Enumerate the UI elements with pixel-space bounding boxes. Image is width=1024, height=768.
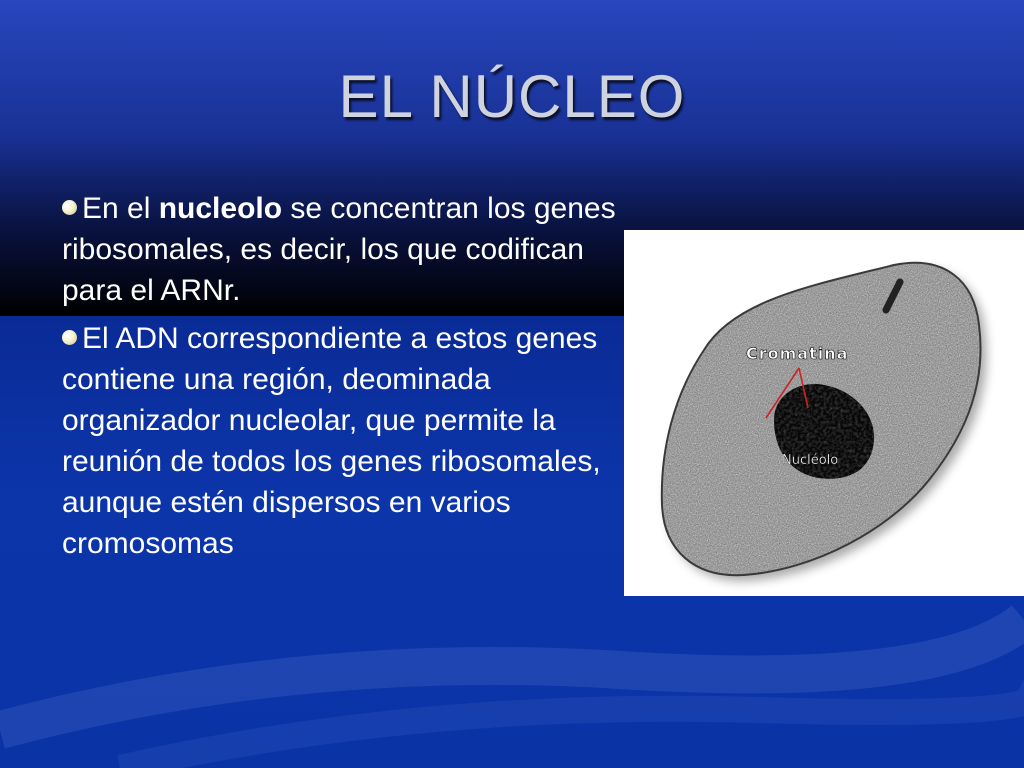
bullet-dot-icon xyxy=(62,330,77,345)
label-nucleolus: Nucléolo xyxy=(782,453,839,468)
label-chromatin: Cromatina xyxy=(746,344,849,363)
nucleus-micrograph xyxy=(624,230,1024,596)
bullet-2-text: El ADN correspondiente a estos genes contiene una región, deominada organizador nucleolar, que permite la reunión de todos los genes ribosomales, aunque estén dispersos en varios cromosomas xyxy=(62,322,601,560)
bullet-1-text-start: En el xyxy=(82,192,159,225)
bullet-1-bold-term: nucleolo xyxy=(158,192,283,225)
bullet-dot-icon xyxy=(62,200,77,215)
bullet-item-2 xyxy=(62,318,622,564)
nucleus-illustration xyxy=(624,230,1024,596)
slide-title: EL NÚCLEO xyxy=(338,63,686,130)
bullet-list xyxy=(62,188,622,571)
bullet-item-1 xyxy=(62,188,622,311)
bullet-1-text-end: se concentran los genes ribosomales, es decir, los que codifican para el ARNr. xyxy=(62,192,616,307)
